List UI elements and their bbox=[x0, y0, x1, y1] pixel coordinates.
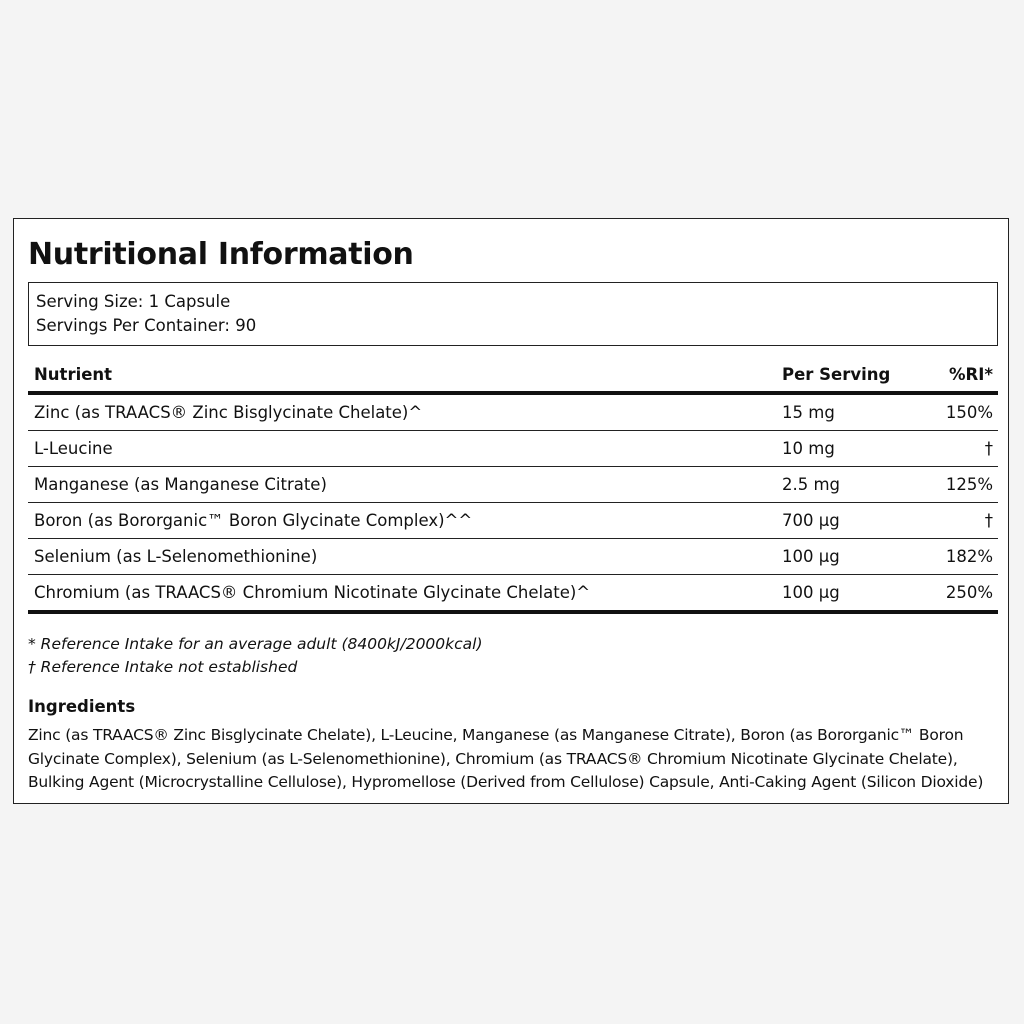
table-header-row bbox=[28, 357, 998, 393]
servings-per-container: Servings Per Container: 90 bbox=[36, 316, 257, 335]
header-nutrient: Nutrient bbox=[28, 357, 776, 393]
nutrient-amount: 15 mg bbox=[776, 393, 926, 431]
nutrient-amount: 700 µg bbox=[776, 503, 926, 539]
nutrition-panel bbox=[13, 218, 1009, 804]
nutrient-ri: † bbox=[926, 503, 998, 539]
header-per-serving: Per Serving bbox=[776, 357, 926, 393]
serving-size: Serving Size: 1 Capsule bbox=[36, 292, 231, 311]
nutrient-amount: 10 mg bbox=[776, 431, 926, 467]
nutrient-name: Manganese (as Manganese Citrate) bbox=[28, 467, 776, 503]
nutrient-table bbox=[28, 357, 998, 614]
ingredients-list: Zinc (as TRAACS® Zinc Bisglycinate Chelate), L-Leucine, Manganese (as Manganese Citrate), Boron (as Bororganic™ Boron Glycinate Complex), Selenium (as L-Selenomethionine), Chromium (as TRAACS® Chromium Nicotinate Glycinate Chelate), Bulking Agent (Microcrystalline Cellulose), Hypromellose (Derived from Cellulose) Capsule, Anti-Caking Agent (Silicon Dioxide) bbox=[28, 726, 984, 791]
table-row bbox=[28, 467, 998, 503]
table-row bbox=[28, 539, 998, 575]
nutrient-ri: 125% bbox=[926, 467, 998, 503]
nutrient-name: Selenium (as L-Selenomethionine) bbox=[28, 539, 776, 575]
nutrient-ri: 250% bbox=[926, 575, 998, 613]
footnotes bbox=[28, 633, 483, 679]
table-row bbox=[28, 393, 998, 431]
nutrient-ri: 150% bbox=[926, 393, 998, 431]
nutrient-amount: 100 µg bbox=[776, 539, 926, 575]
ingredients-heading: Ingredients bbox=[28, 697, 136, 716]
table-row bbox=[28, 431, 998, 467]
nutrient-name: Boron (as Bororganic™ Boron Glycinate Complex)^^ bbox=[28, 503, 776, 539]
nutrient-amount: 2.5 mg bbox=[776, 467, 926, 503]
table-row bbox=[28, 575, 998, 613]
nutrient-ri: † bbox=[926, 431, 998, 467]
footnote-reference-intake: * Reference Intake for an average adult (8400kJ/2000kcal) bbox=[28, 635, 483, 653]
nutrient-name: Chromium (as TRAACS® Chromium Nicotinate Glycinate Chelate)^ bbox=[28, 575, 776, 613]
table-row bbox=[28, 503, 998, 539]
nutrient-name: Zinc (as TRAACS® Zinc Bisglycinate Chelate)^ bbox=[28, 393, 776, 431]
header-ri: %RI* bbox=[926, 357, 998, 393]
serving-info-box bbox=[28, 282, 998, 346]
footnote-not-established: † Reference Intake not established bbox=[28, 658, 298, 676]
nutrient-ri: 182% bbox=[926, 539, 998, 575]
nutrient-amount: 100 µg bbox=[776, 575, 926, 613]
panel-title: Nutritional Information bbox=[28, 237, 414, 272]
nutrient-name: L-Leucine bbox=[28, 431, 776, 467]
